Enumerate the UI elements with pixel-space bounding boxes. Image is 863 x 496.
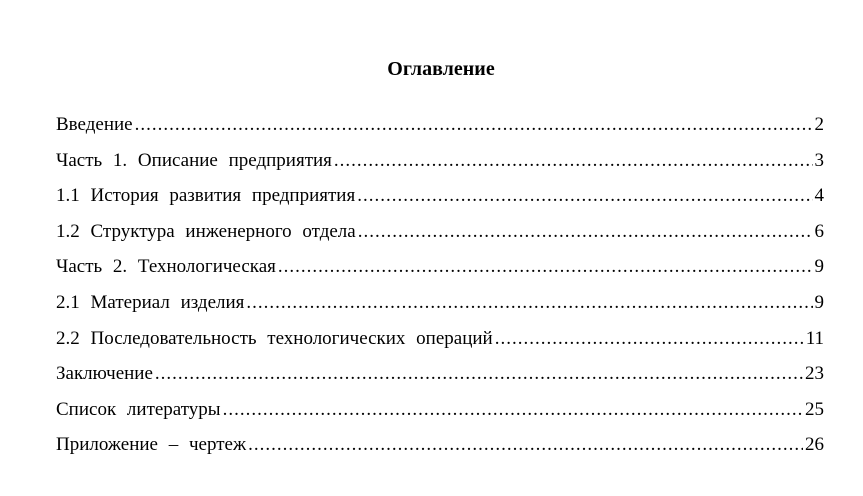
toc-entry-1-1[interactable] (56, 183, 824, 219)
toc-entry-label: Введение (56, 114, 133, 135)
toc-entry-part-1[interactable] (56, 148, 824, 184)
toc-entry-2-1[interactable] (56, 290, 824, 326)
toc-entry-label: 1.1 История развития предприятия (56, 185, 356, 207)
toc-dot-leader (246, 290, 812, 316)
toc-dot-leader (358, 219, 813, 245)
toc-page-number: 11 (805, 327, 824, 349)
toc-page-number: 23 (805, 363, 824, 385)
toc-page-number: 25 (805, 398, 824, 420)
toc-entry-label: Заключение (56, 363, 153, 385)
toc-page-number: 4 (814, 185, 824, 207)
toc-page-number: 3 (814, 149, 824, 171)
toc-entry-label: 2.1 Материал изделия (56, 291, 245, 313)
table-of-contents (56, 112, 824, 468)
toc-entry-label: Часть 2. Технологическая (56, 256, 276, 278)
toc-dot-leader (248, 432, 803, 458)
toc-entry-references[interactable] (56, 397, 824, 433)
toc-dot-leader (223, 397, 803, 423)
toc-dot-leader (334, 148, 813, 174)
toc-title: Оглавление (387, 58, 495, 80)
toc-dot-leader (357, 183, 812, 209)
toc-page-number: 26 (805, 434, 824, 456)
toc-entry-label: 2.2 Последовательность технологических операций (56, 327, 493, 349)
toc-entry-1-2[interactable] (56, 219, 824, 255)
toc-entry-appendix[interactable] (56, 432, 824, 468)
toc-dot-leader (495, 326, 804, 352)
toc-entry-label: Приложение – чертеж (56, 434, 247, 456)
toc-page-number: 9 (814, 291, 824, 313)
toc-entry-label: Список литературы (56, 398, 221, 420)
toc-entry-2-2[interactable] (56, 326, 824, 362)
toc-dot-leader (278, 254, 813, 280)
toc-entry-part-2[interactable] (56, 254, 824, 290)
toc-page-number: 6 (814, 220, 824, 242)
toc-dot-leader (135, 112, 813, 138)
toc-page-number: 9 (814, 256, 824, 278)
toc-entry-conclusion[interactable] (56, 361, 824, 397)
toc-entry-label: Часть 1. Описание предприятия (56, 149, 332, 171)
toc-dot-leader (155, 361, 803, 387)
toc-entry-introduction[interactable] (56, 112, 824, 148)
toc-entry-label: 1.2 Структура инженерного отдела (56, 220, 356, 242)
toc-page-number: 2 (814, 114, 824, 135)
